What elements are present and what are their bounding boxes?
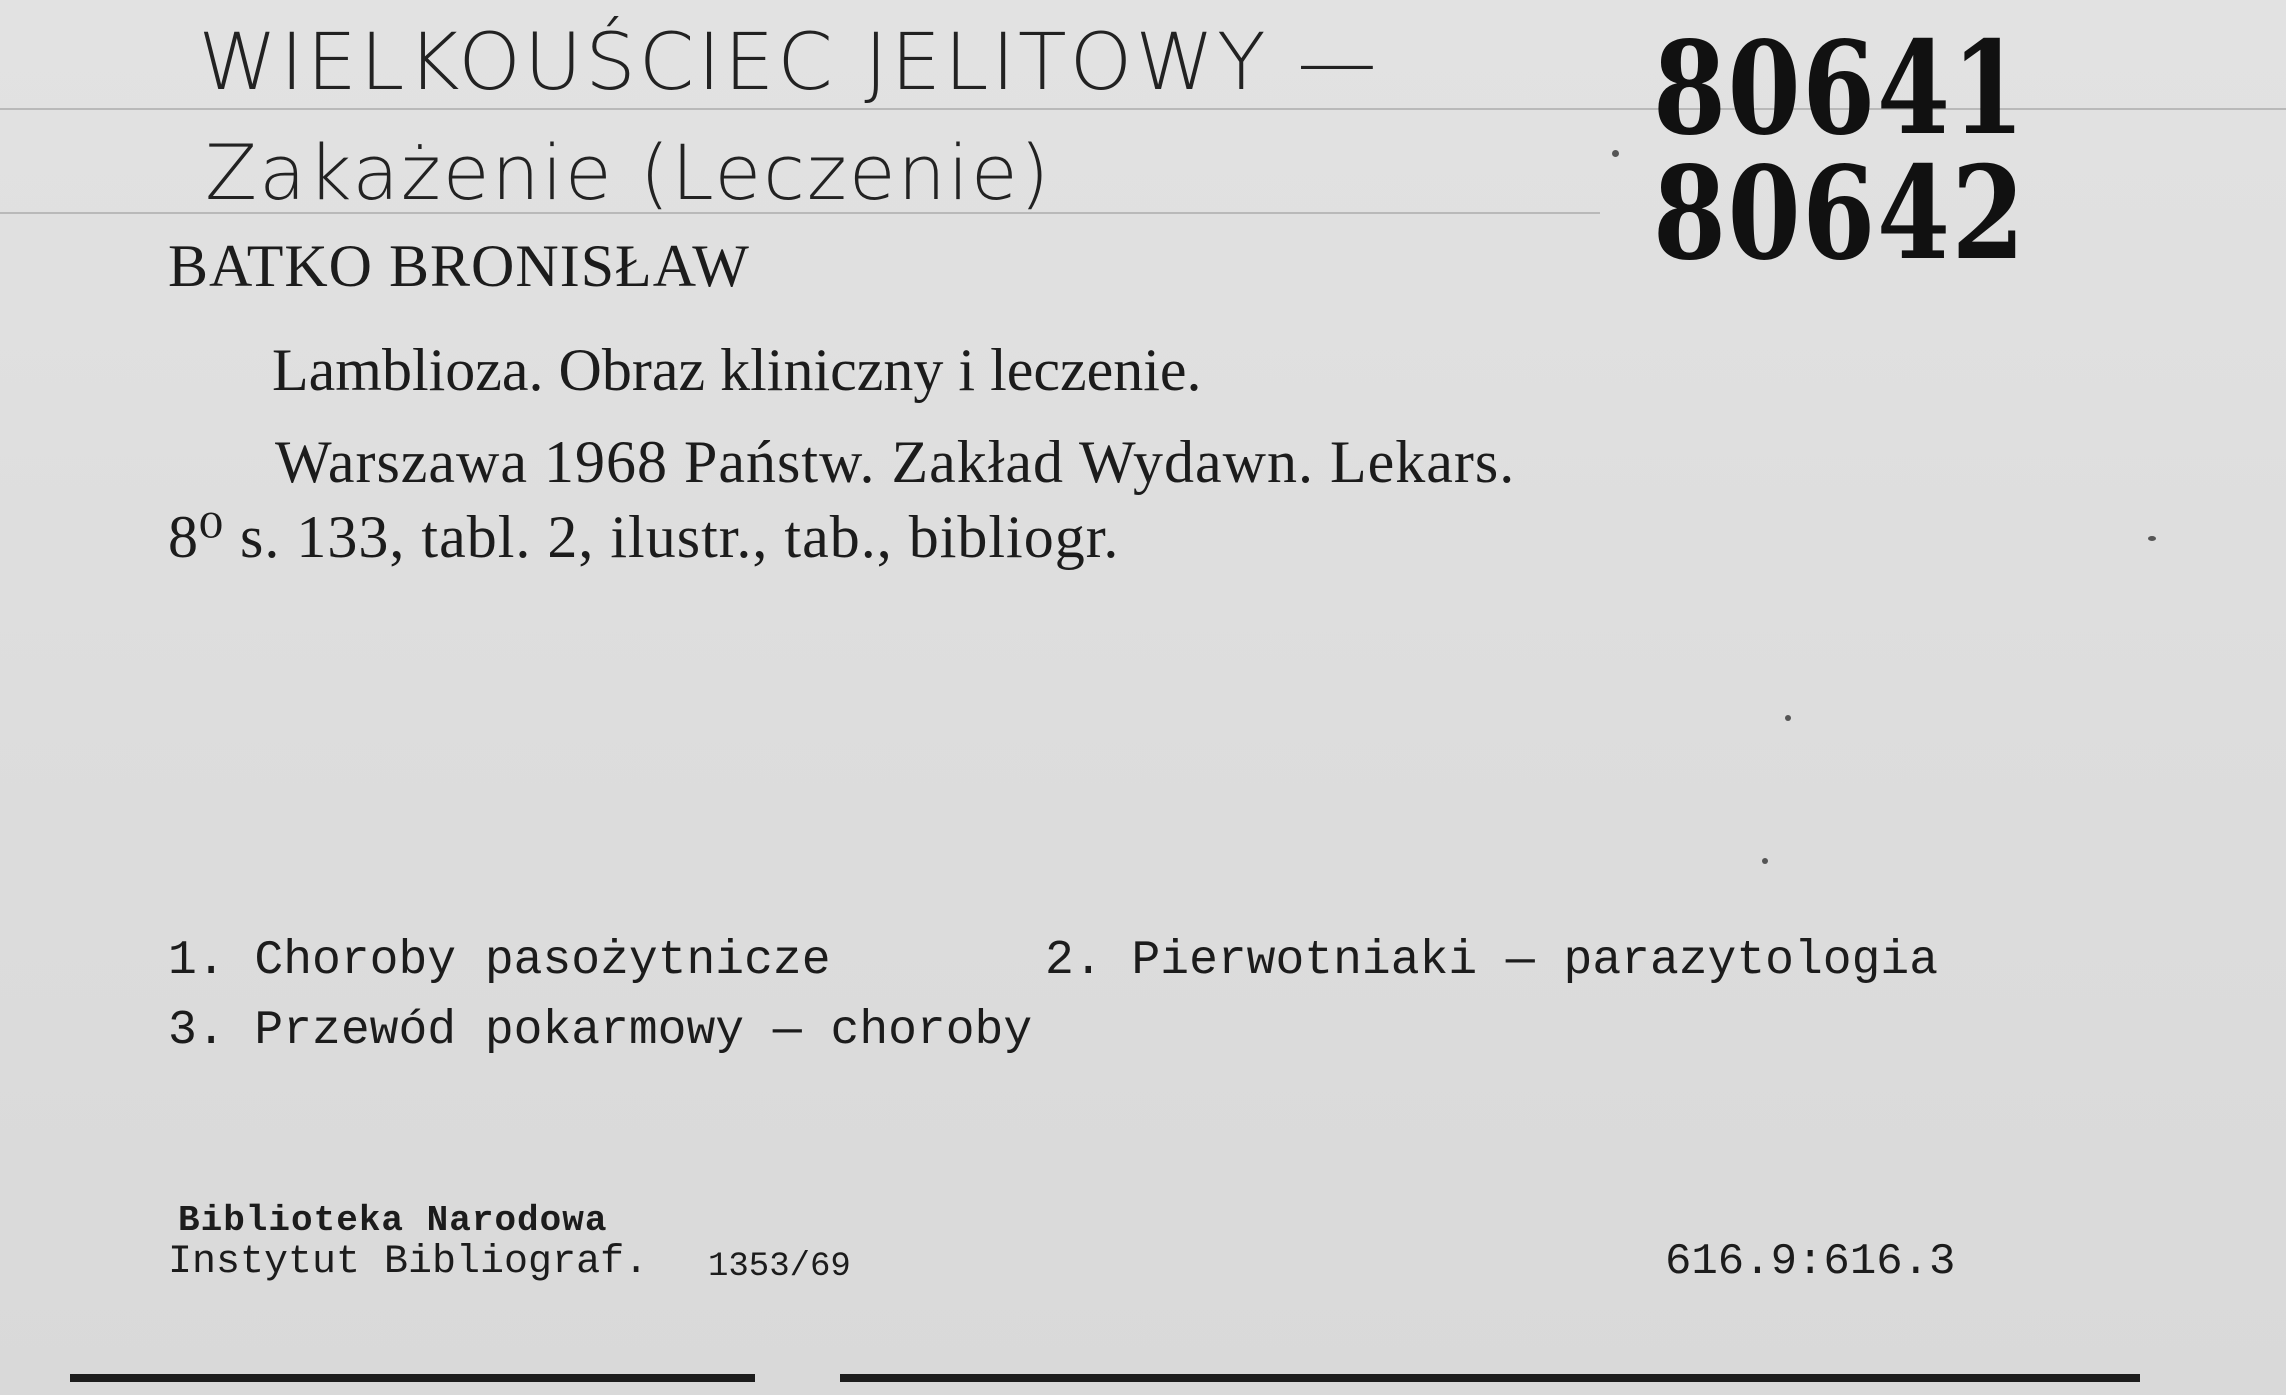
author-name: BATKO BRONISŁAW: [168, 233, 750, 299]
subject-3: 3. Przewód pokarmowy — choroby: [168, 1004, 1033, 1058]
handwritten-subject-heading: WIELKOUŚCIEC JELITOWY —: [198, 18, 1380, 108]
handwritten-subheading: Zakażenie (Leczenie): [205, 128, 1052, 217]
library-name: Biblioteka Narodowa: [178, 1200, 608, 1241]
dust-speck: [2148, 536, 2156, 541]
physical-description: 8⁰ s. 133, tabl. 2, ilustr., tab., bibliogr.: [168, 504, 1120, 570]
imprint: Warszawa 1968 Państw. Zakład Wydawn. Lekars.: [275, 429, 1516, 495]
call-number-1: 80641: [1652, 14, 2026, 164]
subject-2: 2. Pierwotniaki — parazytologia: [1045, 934, 1938, 988]
bottom-rule-left: [70, 1374, 755, 1382]
book-title: Lamblioza. Obraz kliniczny i leczenie.: [272, 337, 1202, 403]
subject-1: 1. Choroby pasożytnicze: [168, 934, 831, 988]
record-number: 1353/69: [708, 1248, 851, 1286]
subject-row-1: [168, 934, 1938, 988]
dust-speck: [1612, 150, 1619, 157]
dust-speck: [1785, 715, 1791, 721]
institute-name: Instytut Bibliograf.: [168, 1240, 649, 1285]
bottom-rule-right: [840, 1374, 2140, 1382]
udc-classification: 616.9:616.3: [1665, 1237, 1956, 1287]
dust-speck: [1762, 858, 1768, 864]
call-number-2: 80642: [1652, 139, 2026, 289]
